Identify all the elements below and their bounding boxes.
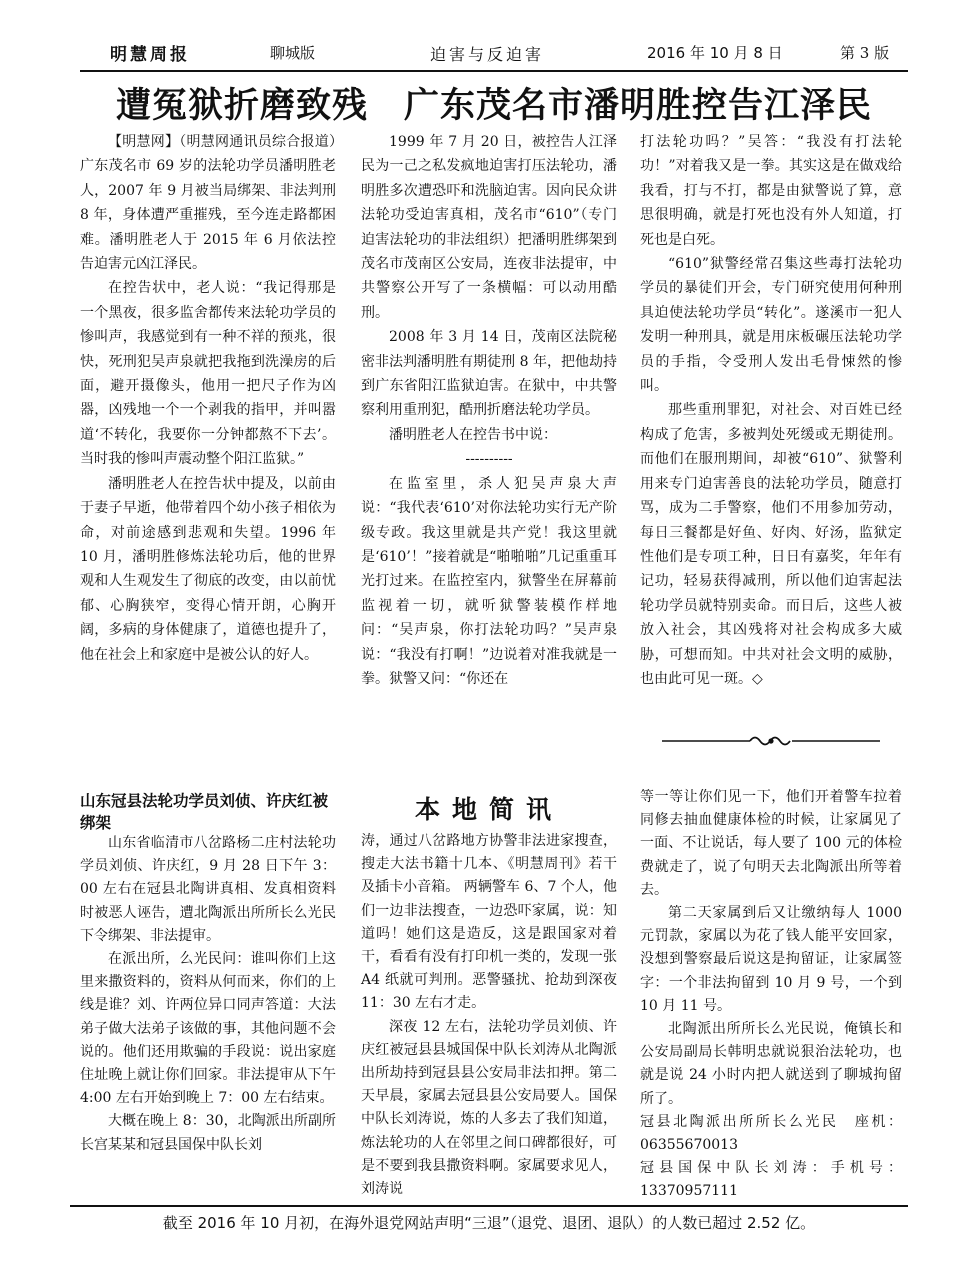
paragraph: 2008 年 3 月 14 日，茂南区法院秘密非法判潘明胜有期徒刑 8 年，把他劫持到广东省阳江监狱迫害。在狱中，中共警察利用重刑犯，酷刑折磨法轮功学员。 xyxy=(361,329,617,419)
footer-rule xyxy=(70,1205,908,1207)
paragraph: 北陶派出所所长么光民说，俺镇长和公安局副局长韩明忠就说狠治法轮功，也就是说 24 小时内把人就送到了聊城拘留所了。 xyxy=(640,1021,902,1107)
paragraph: 深夜 12 左右，法轮功学员刘侦、许庆红被冠县县城国保中队长刘涛从北陶派出所劫持到冠县县公安局非法扣押。第二天早晨，家属去冠县县公安局要人。国保中队长刘涛说，炼的人多去了我们知道，炼法轮功的人在邻里之间口碑都很好，可是不要到我县撒资料啊。家属要求见人，刘涛说 xyxy=(361,1018,617,1198)
paragraph: 打法轮功吗？”吴答：“我没有打法轮功！”对着我又是一拳。其实这是在做戏给我看，打与不打，都是由狱警说了算，意思很明确，就是打死也没有外人知道，打死也是白死。 xyxy=(640,134,902,248)
page-number: 第 3 版 xyxy=(840,44,890,62)
paragraph: 山东省临清市八岔路杨二庄村法轮功学员刘侦、许庆红，9 月 28 日下午 3：00 左右在冠县北陶讲真相、发真相资料时被恶人诬告，遭北陶派出所所长么光民下令绑架、非法提审。 xyxy=(80,835,336,944)
lower-article-column-2 xyxy=(361,830,617,1201)
main-article-column-2 xyxy=(361,130,617,691)
edition-label: 聊城版 xyxy=(270,44,316,62)
separator-dashes: ---------- xyxy=(465,451,513,468)
paragraph: 那些重刑罪犯，对社会、对百姓已经构成了危害，多被判处死缓或无期徒刑。而他们在服刑期间，却被“610”、狱警利用来专门迫害善良的法轮功学员，随意打骂，成为二手警察，他们不用参加劳动，每日三餐都是好鱼、好肉、好汤，监狱定性他们是专项工种，日日有嘉奖，年年有记功，轻易获得减刑，所以他们迫害起法轮功学员就特别卖命。而日后，这些人被放入社会，其凶残将对社会构成多大威胁，可想而知。中共对社会文明的威胁，也由此可见一斑。◇ xyxy=(640,402,902,687)
paragraph: 大概在晚上 8：30，北陶派出所副所长宫某某和冠县国保中队长刘 xyxy=(80,1113,336,1153)
paragraph: 潘明胜老人在控告书中说： xyxy=(389,426,557,443)
lower-article-column-3 xyxy=(640,786,902,1204)
paragraph: “610”狱警经常召集这些毒打法轮功学员的暴徒们开会，专门研究使用何种刑具迫使法轮功学员“转化”。遂溪市一犯人发明一种刑具，就是用床板碾压法轮功学员的手指，令受刑人发出毛骨悚然的惨叫。 xyxy=(640,256,902,395)
paragraph: 在派出所，么光民问：谁叫你们上这里来撒资料的，资料从何而来，你们的上线是谁？刘、许两位异口同声答道：大法弟子做大法弟子该做的事，其他问题不会说的。他们还用欺骗的手段说：说出家庭住址晚上就让你们回家。非法提审从下午 4:00 左右开始到晚上 7：00 左右结束。 xyxy=(80,951,336,1107)
main-headline: 遭冤狱折磨致残 广东茂名市潘明胜控告江泽民 xyxy=(115,85,872,126)
issue-date: 2016 年 10 月 8 日 xyxy=(647,44,783,62)
local-briefs-title: 本地简讯 xyxy=(414,795,563,824)
paragraph: 等一等让你们见一下，他们开着警车拉着同修去抽血健康体检的时候，让家属见了一面、不让说话，每人要了 100 元的体检费就走了，说了句明天去北陶派出所等着去。 xyxy=(640,789,902,898)
contact-line: 冠县北陶派出所所长么光民 座机：06355670013 xyxy=(640,1113,902,1154)
main-article-column-3 xyxy=(640,130,902,691)
paragraph: 涛，通过八岔路地方协警非法进家搜查，搜走大法书籍十几本、《明慧周刊》若干及插卡小音箱。 两辆警车 6、7 个人，他们一边非法搜查，一边恐吓家属，说：知道吗！她们这是造反，这是跟国家对着干，看看有没有打印机一类的，发现一张 A4 纸就可判刑。恶警骚扰、抢劫到深夜 11：30 左右才走。 xyxy=(361,833,617,1012)
main-article-column-1 xyxy=(80,130,336,667)
section-label: 迫害与反迫害 xyxy=(430,45,545,64)
ornament-divider-icon xyxy=(662,733,880,749)
footer-notice: 截至 2016 年 10 月初，在海外退党网站声明“三退”（退党、退团、退队）的人数已超过 2.52 亿。 xyxy=(162,1214,816,1232)
header-bar xyxy=(80,36,908,70)
paragraph: 第二天家属到后又让缴纳每人 1000 元罚款，家属以为花了钱人能平安回家，没想到警察最后说这是拘留证，让家属签字：一个非法拘留到 10 月 9 号，一个到 10 月 11 号。 xyxy=(640,905,902,1014)
paragraph: 潘明胜老人在控告状中提及，以前由于妻子早逝，他带着四个幼小孩子相依为命，对前途感到悲观和失望。1996 年 10 月，潘明胜修炼法轮功后，他的世界观和人生观发生了彻底的改变，由以前忧郁、心胸狭窄，变得心情开朗，心胸开阔，多病的身体健康了，道德也提升了，他在社会上和家庭中是被公认的好人。 xyxy=(80,475,336,663)
contact-line: 冠县国保中队长刘涛：手机号：13370957111 xyxy=(640,1160,902,1200)
paragraph: 1999 年 7 月 20 日，被控告人江泽民为一己之私发疯地迫害打压法轮功，潘明胜多次遭恐吓和洗脑迫害。因向民众讲法轮功受迫害真相，茂名市“610”（专门迫害法轮功的非法组织）把潘明胜绑架到茂名市茂南区公安局，连夜非法提审，中共警察公开写了一条横幅：可以动用酷刑。 xyxy=(361,134,617,321)
paragraph: 【明慧网】（明慧网通讯员综合报道）广东茂名市 69 岁的法轮功学员潘明胜老人，2007 年 9 月被当局绑架、非法判刑 8 年，身体遭严重摧残，至今连走路都困难。潘明胜老人于 2015 年 6 月依法控告迫害元凶江泽民。 xyxy=(80,134,336,273)
masthead: 明慧周报 xyxy=(110,45,190,65)
paragraph: 在监室里，杀人犯吴声泉大声说：“我代表‘610’对你法轮功实行无产阶级专政。我这里就是共产党！我这里就是‘610’！”接着就是“啪啪啪”几记重重耳光打过来。在监控室内，狱警坐在屏幕前监视着一切，就听狱警装模作样地问：“吴声泉，你打法轮功吗？”吴声泉说：“我没有打啊！”边说着对准我就是一拳。狱警又问：“你还在 xyxy=(361,475,617,687)
paragraph: 在控告状中，老人说：“我记得那是一个黑夜，很多监舍都传来法轮功学员的惨叫声，我感觉到有一种不祥的预兆，很快，死刑犯吴声泉就把我拖到洗澡房的后面，避开摄像头，他用一把尺子作为凶器，凶残地一个一个剥我的指甲，并叫嚣道‘不转化，我要你一分钟都熬不下去’。当时我的惨叫声震动整个阳江监狱。” xyxy=(80,280,336,468)
lower-article-title: 山东冠县法轮功学员刘侦、许庆红被绑架 xyxy=(80,792,329,832)
lower-article-column-1 xyxy=(80,832,336,1157)
header-rule xyxy=(80,70,908,72)
